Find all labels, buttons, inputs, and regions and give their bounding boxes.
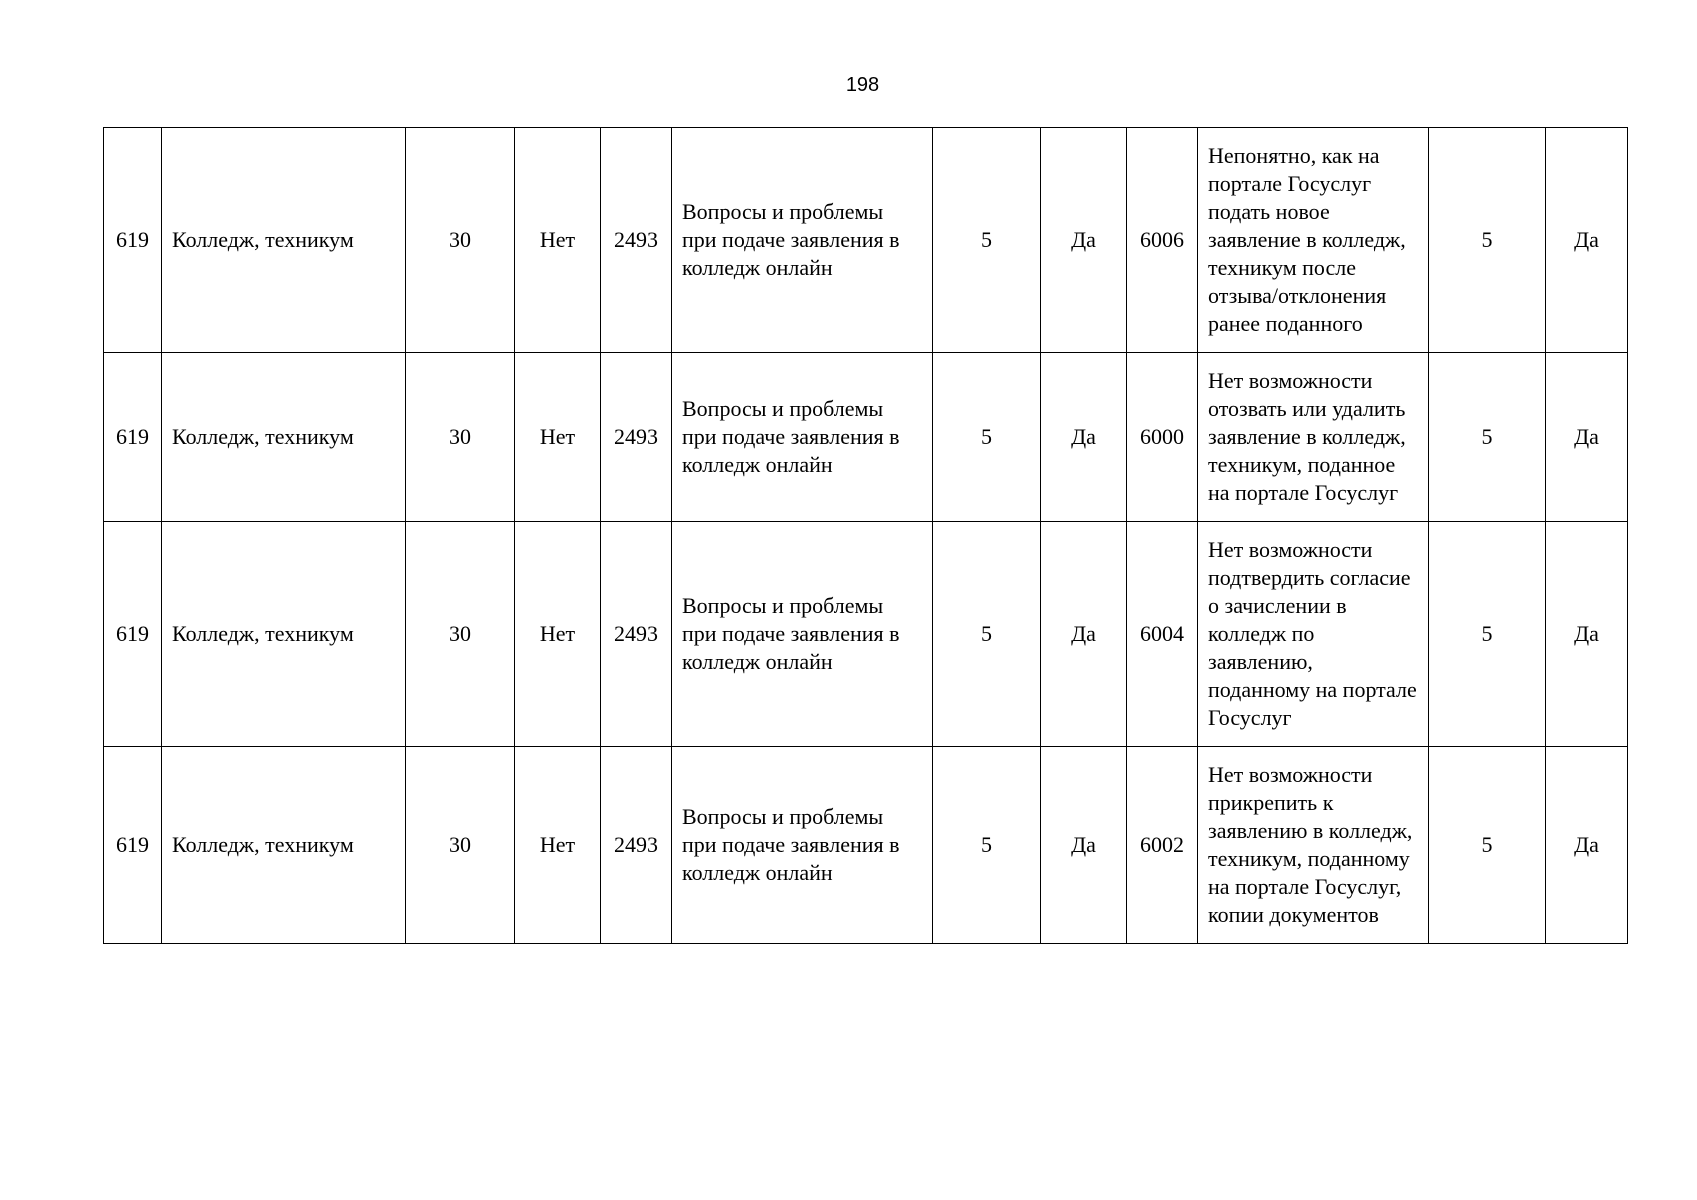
cell-priority: 5 — [933, 522, 1041, 747]
table-row — [104, 353, 1628, 522]
cell-category-title: Вопросы и проблемы при подаче заявления в колледж онлайн — [672, 353, 933, 522]
cell-active: Да — [1041, 128, 1127, 353]
cell-problem-active: Да — [1546, 747, 1628, 944]
cell-id: 619 — [104, 522, 162, 747]
cell-category-title: Вопросы и проблемы при подаче заявления в колледж онлайн — [672, 128, 933, 353]
cell-problem-text: Нет возможности подтвердить согласие о зачислении в колледж по заявлению, поданному на портале Госуслуг — [1198, 522, 1429, 747]
cell-problem-code: 6000 — [1127, 353, 1198, 522]
cell-active: Да — [1041, 747, 1127, 944]
cell-type: Колледж, техникум — [162, 353, 406, 522]
cell-days: 30 — [406, 128, 515, 353]
cell-flag: Нет — [515, 128, 601, 353]
cell-problem-priority: 5 — [1429, 128, 1546, 353]
cell-flag: Нет — [515, 353, 601, 522]
cell-problem-text: Нет возможности прикрепить к заявлению в колледж, техникум, поданному на портале Госуслуг, копии документов — [1198, 747, 1429, 944]
cell-problem-text: Нет возможности отозвать или удалить заявление в колледж, техникум, поданное на портале Госуслуг — [1198, 353, 1429, 522]
page-number: 198 — [845, 74, 880, 96]
cell-problem-text: Непонятно, как на портале Госуслуг подать новое заявление в колледж, техникум после отзыва/отклонения ранее поданного — [1198, 128, 1429, 353]
cell-problem-priority: 5 — [1429, 522, 1546, 747]
cell-active: Да — [1041, 353, 1127, 522]
cell-id: 619 — [104, 353, 162, 522]
cell-type: Колледж, техникум — [162, 522, 406, 747]
cell-flag: Нет — [515, 522, 601, 747]
cell-priority: 5 — [933, 747, 1041, 944]
cell-problem-active: Да — [1546, 128, 1628, 353]
cell-flag: Нет — [515, 747, 601, 944]
cell-problem-code: 6004 — [1127, 522, 1198, 747]
cell-category-title: Вопросы и проблемы при подаче заявления в колледж онлайн — [672, 747, 933, 944]
table-row — [104, 128, 1628, 353]
cell-problem-active: Да — [1546, 522, 1628, 747]
cell-category-title: Вопросы и проблемы при подаче заявления в колледж онлайн — [672, 522, 933, 747]
cell-problem-priority: 5 — [1429, 353, 1546, 522]
cell-id: 619 — [104, 747, 162, 944]
cell-days: 30 — [406, 353, 515, 522]
cell-problem-code: 6006 — [1127, 128, 1198, 353]
cell-problem-code: 6002 — [1127, 747, 1198, 944]
table-row — [104, 747, 1628, 944]
cell-problem-active: Да — [1546, 353, 1628, 522]
cell-priority: 5 — [933, 128, 1041, 353]
cell-days: 30 — [406, 747, 515, 944]
cell-type: Колледж, техникум — [162, 128, 406, 353]
cell-category-code: 2493 — [601, 128, 672, 353]
cell-problem-priority: 5 — [1429, 747, 1546, 944]
data-table — [103, 127, 1628, 944]
cell-active: Да — [1041, 522, 1127, 747]
cell-type: Колледж, техникум — [162, 747, 406, 944]
cell-id: 619 — [104, 128, 162, 353]
cell-category-code: 2493 — [601, 522, 672, 747]
cell-category-code: 2493 — [601, 747, 672, 944]
cell-category-code: 2493 — [601, 353, 672, 522]
cell-days: 30 — [406, 522, 515, 747]
table-row — [104, 522, 1628, 747]
cell-priority: 5 — [933, 353, 1041, 522]
